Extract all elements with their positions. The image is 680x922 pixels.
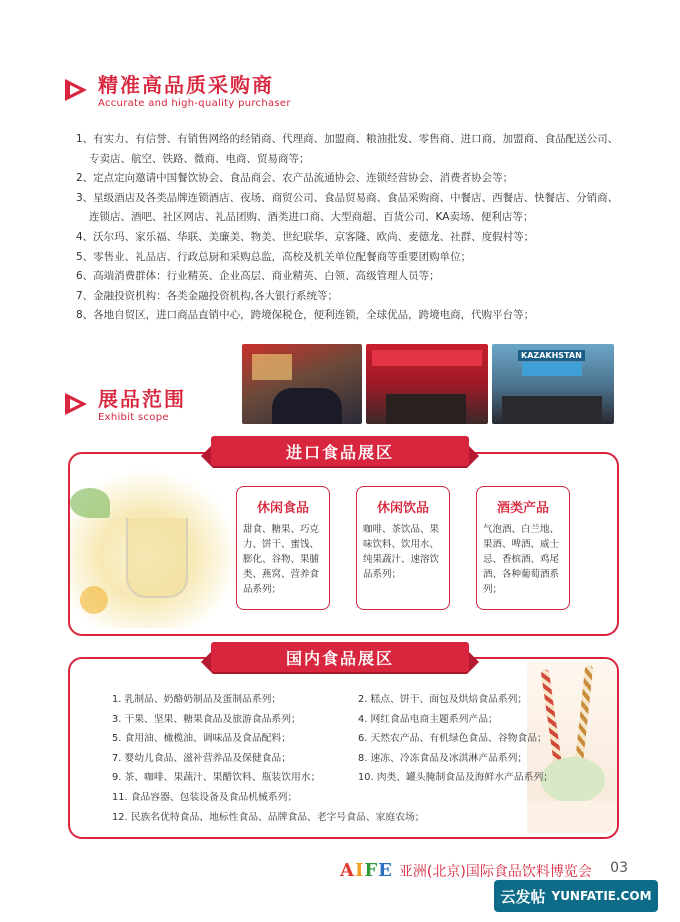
exhibit-section-heading <box>62 388 186 423</box>
list-item: 8. 速冻、冷冻食品及冰淇淋产品系列； <box>358 752 528 764</box>
purchaser-section-heading <box>62 74 291 109</box>
aife-logo <box>340 860 393 881</box>
card-body: 甜食、糖果、巧克力、饼干、蜜饯、膨化、谷物、果脯类、燕窝、营养食品系列； <box>243 524 320 595</box>
card-liquor <box>476 486 570 610</box>
footer-title: 亚洲(北京)国际食品饮料博览会 <box>398 864 592 880</box>
card-title: 酒类产品 <box>496 501 549 516</box>
list-item: 10. 肉类、罐头腌制食品及海鲜水产品系列； <box>358 772 554 784</box>
aife-letter: E <box>378 860 393 881</box>
list-item: 6、高端消费群体：行业精英、企业高层、商业精英、白领、高级管理人员等； <box>76 270 440 283</box>
purchaser-list <box>76 130 636 326</box>
list-item: 7. 婴幼儿食品、滋补营养品及保健食品； <box>112 752 292 764</box>
domestic-zone-banner: 国内食品展区 <box>211 642 469 672</box>
list-item: 9. 茶、咖啡、果蔬汁、果醋饮料、瓶装饮用水； <box>112 772 321 784</box>
list-item: 2、定点定向邀请中国餐饮协会、食品商会、农产品流通协会、连锁经营协会、消费者协会等； <box>76 172 514 185</box>
exhibition-photos <box>242 344 614 424</box>
list-item: 1、有实力、有信誉、有销售网络的经销商、代理商、加盟商、粮油批发、零售商、进口商、加盟商、食品配送公司、 <box>76 133 619 145</box>
list-item: 4、沃尔玛、家乐福、华联、美廉美、物美、世纪联华、京客隆、欧尚、麦德龙、社群、度假村等； <box>76 230 535 243</box>
list-item: 11. 食品容器、包装设备及食品机械系列； <box>112 791 298 803</box>
footer-brand <box>340 860 592 881</box>
list-item: 3、星级酒店及各类品牌连锁酒店、夜场、商贸公司、食品贸易商、食品采购商、中餐店、西餐店、快餐店、分销商、 <box>76 191 619 204</box>
watermark-url: YUNFATIE.COM <box>551 889 652 903</box>
list-item: 3. 干果、坚果、糖果食品及旅游食品系列； <box>112 713 301 725</box>
list-item: 7、金融投资机构：各类金融投资机构,各大银行系统等； <box>76 289 339 302</box>
card-title: 休闲饮品 <box>376 501 429 516</box>
list-item: 5、零售业、礼品店、行政总厨和采购总监，高校及机关单位配餐商等重要团购单位； <box>76 250 472 263</box>
aife-letter: A <box>340 860 355 881</box>
purchaser-title: 精准高品质采购商 <box>98 73 274 97</box>
drink-glass-image <box>70 468 240 628</box>
list-item: 专卖店、航空、铁路、微商、电商、贸易商等； <box>89 152 310 165</box>
watermark-main: 云发帖 <box>500 887 546 906</box>
list-item: 6. 天然农产品、有机绿色食品、谷物食品； <box>358 733 547 745</box>
exhibition-photo-2 <box>366 344 488 424</box>
exhibition-photo-3 <box>492 344 614 424</box>
booth-sign: KAZAKHSTAN <box>518 350 585 361</box>
exhibit-subtitle: Exhibit scope <box>98 412 169 423</box>
watermark-badge <box>494 880 658 912</box>
import-zone-banner: 进口食品展区 <box>211 436 469 466</box>
card-body: 气泡酒、白兰地、果酒、啤酒、威士忌、香槟酒、鸡尾酒、各种葡萄酒系列； <box>483 524 560 595</box>
play-logo-icon <box>62 76 90 104</box>
card-body: 咖啡、茶饮品、果味饮料、饮用水、纯果蔬汁、速溶饮品系列； <box>363 524 440 580</box>
list-item: 4. 网红食品电商主题系列产品； <box>358 713 498 725</box>
card-snacks <box>236 486 330 610</box>
list-item: 12. 民族名优特食品、地标性食品、品牌食品、老字号食品、家庭农场； <box>112 811 425 823</box>
card-title: 休闲食品 <box>256 501 309 516</box>
aife-letter: I <box>354 860 365 881</box>
page-number: 03 <box>610 860 628 876</box>
list-item: 8、各地自贸区，进口商品直销中心，跨境保税仓，便利连锁，全球优品，跨境电商，代购平台等； <box>76 309 535 322</box>
exhibit-title: 展品范围 <box>98 387 186 411</box>
list-item: 2. 糕点、饼干、面包及烘焙食品系列； <box>358 694 528 705</box>
aife-letter: F <box>364 860 379 881</box>
aife-colored-letters <box>340 860 393 881</box>
exhibition-photo-1 <box>242 344 362 424</box>
play-logo-icon <box>62 390 90 418</box>
domestic-list-right <box>358 690 553 788</box>
card-drinks <box>356 486 450 610</box>
list-item: 1. 乳制品、奶酪奶制品及蛋制品系列； <box>112 694 282 705</box>
purchaser-subtitle: Accurate and high-quality purchaser <box>98 98 291 109</box>
list-item: 连锁店、酒吧、社区网店、礼品团购、酒类进口商、大型商超、百货公司、KA卖场、便利店等； <box>89 211 534 224</box>
list-item: 5. 食用油、橄榄油、调味品及食品配料； <box>112 733 292 745</box>
